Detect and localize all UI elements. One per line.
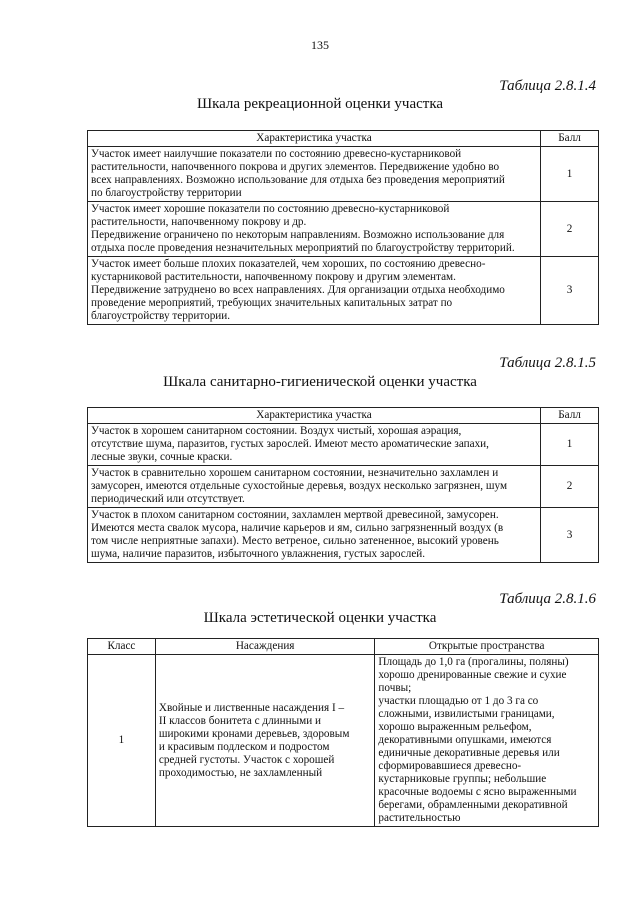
- characteristic-cell: Участок в хорошем санитарном состоянии. Воздух чистый, хорошая аэрация, отсутствие шума, паразитов, густых зарослей. Имеют место ароматические запахи, лесные звуки, сочные краски.: [88, 424, 541, 466]
- table-row: [88, 508, 599, 563]
- column-header: Балл: [541, 408, 599, 424]
- page-number: 135: [311, 38, 329, 52]
- table-title: Шкала санитарно-гигиенической оценки участка: [163, 374, 477, 390]
- score-cell: 2: [541, 466, 599, 508]
- table-row: [88, 424, 599, 466]
- open-spaces-cell: Площадь до 1,0 га (прогалины, поляны) хорошо дренированные свежие и сухие почвы; участки площадью от 1 до 3 га со сложными, извилистыми границами, хорошо выраженным рельефом, декоративными опушками, имеются единичные декоративные деревья или сформировавшиеся древесно- кустарниковые группы; небольшие красочные водоемы с ясно выраженными берегами, обрамленными декоративной растительностью: [375, 655, 599, 827]
- score-cell: 2: [541, 202, 599, 257]
- column-header: Класс: [88, 639, 156, 655]
- table-title: Шкала эстетической оценки участка: [203, 610, 437, 626]
- score-cell: 1: [541, 147, 599, 202]
- table-row: [88, 202, 599, 257]
- score-cell: 3: [541, 257, 599, 325]
- table-label: Таблица 2.8.1.6: [499, 591, 596, 607]
- table-header-row: [88, 639, 599, 655]
- table-header-row: [88, 131, 599, 147]
- table-label: Таблица 2.8.1.5: [499, 355, 596, 371]
- table-row: [88, 147, 599, 202]
- table-row: [88, 257, 599, 325]
- score-cell: 1: [541, 424, 599, 466]
- aesthetic-score-table: [87, 638, 599, 827]
- table-row: [88, 655, 599, 827]
- column-header: Характеристика участка: [88, 131, 541, 147]
- column-header: Открытые пространства: [375, 639, 599, 655]
- column-header: Характеристика участка: [88, 408, 541, 424]
- table-row: [88, 466, 599, 508]
- recreational-score-table: [87, 130, 599, 325]
- sanitary-score-table: [87, 407, 599, 563]
- table-label: Таблица 2.8.1.4: [499, 78, 596, 94]
- table-title: Шкала рекреационной оценки участка: [196, 96, 444, 112]
- characteristic-cell: Участок имеет больше плохих показателей, чем хороших, по состоянию древесно- кустарниковой растительности, напочвенному покрову и другим элементам. Передвижение затруднено во всех направлениях. Для организации отдыха необходимо проведение мероприятий, требующих значительных капитальных затрат по благоустройству территории.: [88, 257, 541, 325]
- characteristic-cell: Участок в сравнительно хорошем санитарном состоянии, незначительно захламлен и замусорен, имеются отдельные сухостойные деревья, воздух несколько загрязнен, шум периодический или отсутствует.: [88, 466, 541, 508]
- score-cell: 3: [541, 508, 599, 563]
- column-header: Балл: [541, 131, 599, 147]
- class-cell: 1: [88, 655, 156, 827]
- characteristic-cell: Участок имеет наилучшие показатели по состоянию древесно-кустарниковой растительности, напочвенного покрова и других элементов. Передвижение удобно во всех направлениях. Возможно использование для отдыха без проведения мероприятий по благоустройству территории: [88, 147, 541, 202]
- plantings-cell: Хвойные и лиственные насаждения I – II классов бонитета с длинными и широкими кронами деревьев, здоровым и красивым подлеском и подростом средней густоты. Участок с хорошей проходимостью, не захламленный: [155, 655, 375, 827]
- characteristic-cell: Участок имеет хорошие показатели по состоянию древесно-кустарниковой растительности, напочвенному покрову и др. Передвижение ограничено по некоторым направлениям. Возможно использование для отдыха после проведения незначительных мероприятий по благоустройству территорий.: [88, 202, 541, 257]
- table-header-row: [88, 408, 599, 424]
- column-header: Насаждения: [155, 639, 375, 655]
- characteristic-cell: Участок в плохом санитарном состоянии, захламлен мертвой древесиной, замусорен. Имеются места свалок мусора, наличие карьеров и ям, сильно загрязненный воздух (в том числе неприятные запахи). Место ветреное, сильно затененное, высокий уровень шума, наличие паразитов, избыточного увлажнения, густых зарослей.: [88, 508, 541, 563]
